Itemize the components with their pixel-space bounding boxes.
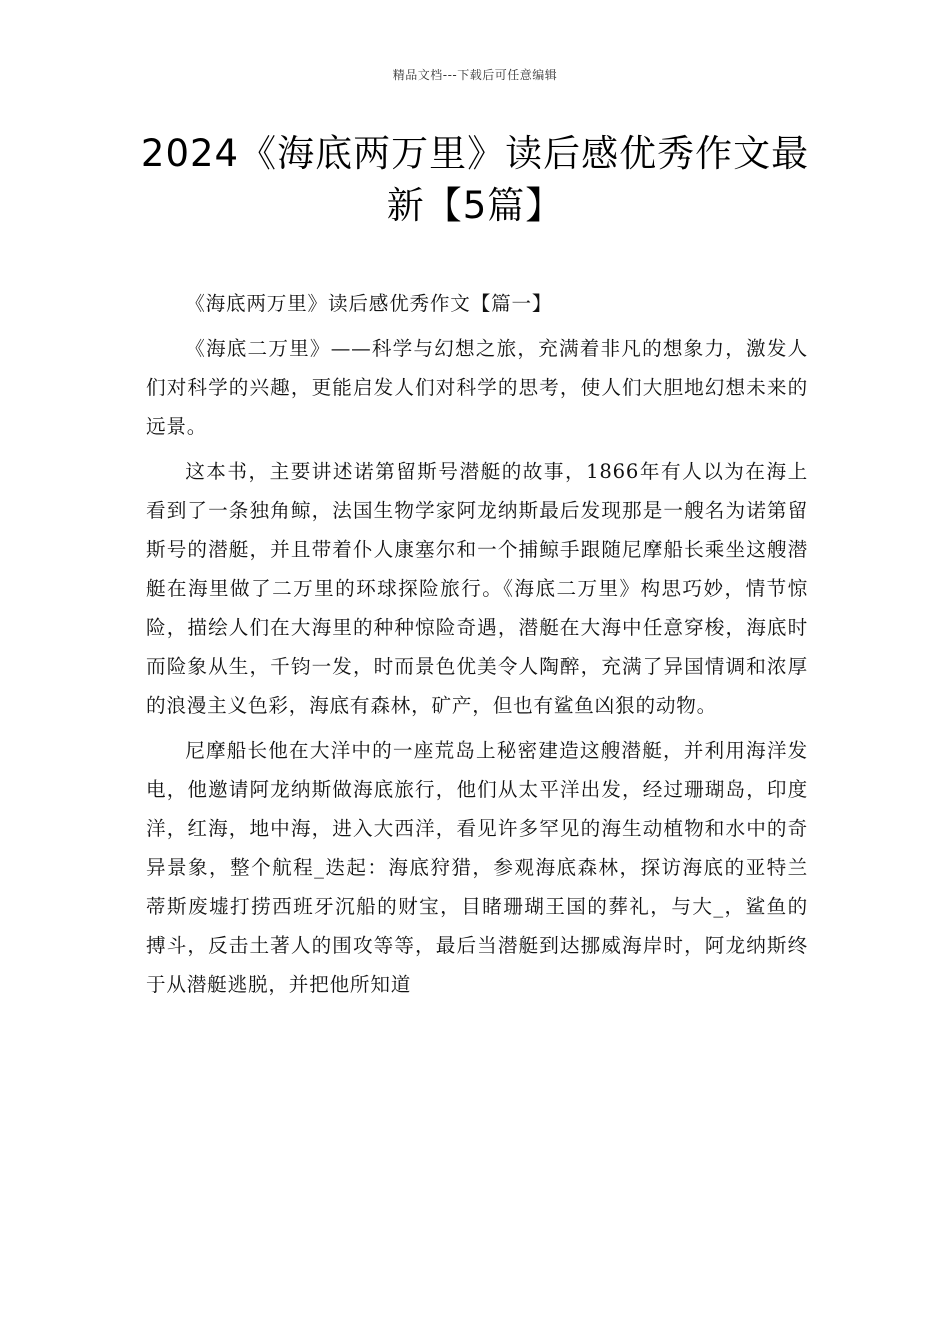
document-title: 2024《海底两万里》读后感优秀作文最新【5篇】 <box>140 132 810 227</box>
document-body <box>146 284 808 1010</box>
paragraph: 《海底二万里》——科学与幻想之旅，充满着非凡的想象力，激发人们对科学的兴趣，更能启发人们对科学的思考，使人们大胆地幻想未来的远景。 <box>146 337 808 438</box>
paragraph: 尼摩船长他在大洋中的一座荒岛上秘密建造这艘潜艇，并利用海洋发电，他邀请阿龙纳斯做海底旅行，他们从太平洋出发，经过珊瑚岛，印度洋，红海，地中海，进入大西洋，看见许多罕见的海生动植物和水中的奇异景象，整个航程_迭起：海底狩猎，参观海底森林，探访海底的亚特兰蒂斯废墟打捞西班牙沉船的财宝，目睹珊瑚王国的葬礼，与大_，鲨鱼的搏斗，反击土著人的围攻等等，最后当潜艇到达挪威海岸时，阿龙纳斯终于从潜艇逃脱，并把他所知道 <box>146 739 808 996</box>
section-heading: 《海底两万里》读后感优秀作文【篇一】 <box>185 292 553 315</box>
paragraph: 这本书，主要讲述诺第留斯号潜艇的故事，1866年有人以为在海上看到了一条独角鲸，法国生物学家阿龙纳斯最后发现那是一艘名为诺第留斯号的潜艇，并且带着仆人康塞尔和一个捕鲸手跟随尼摩船长乘坐这艘潜艇在海里做了二万里的环球探险旅行。《海底二万里》构思巧妙，情节惊险，描绘人们在大海里的种种惊险奇遇，潜艇在大海中任意穿梭，海底时而险象从生，千钧一发，时而景色优美令人陶醉，充满了异国情调和浓厚的浪漫主义色彩，海底有森林，矿产，但也有鲨鱼凶狠的动物。 <box>146 460 808 717</box>
page-header: 精品文档---下载后可任意编辑 <box>392 68 558 82</box>
